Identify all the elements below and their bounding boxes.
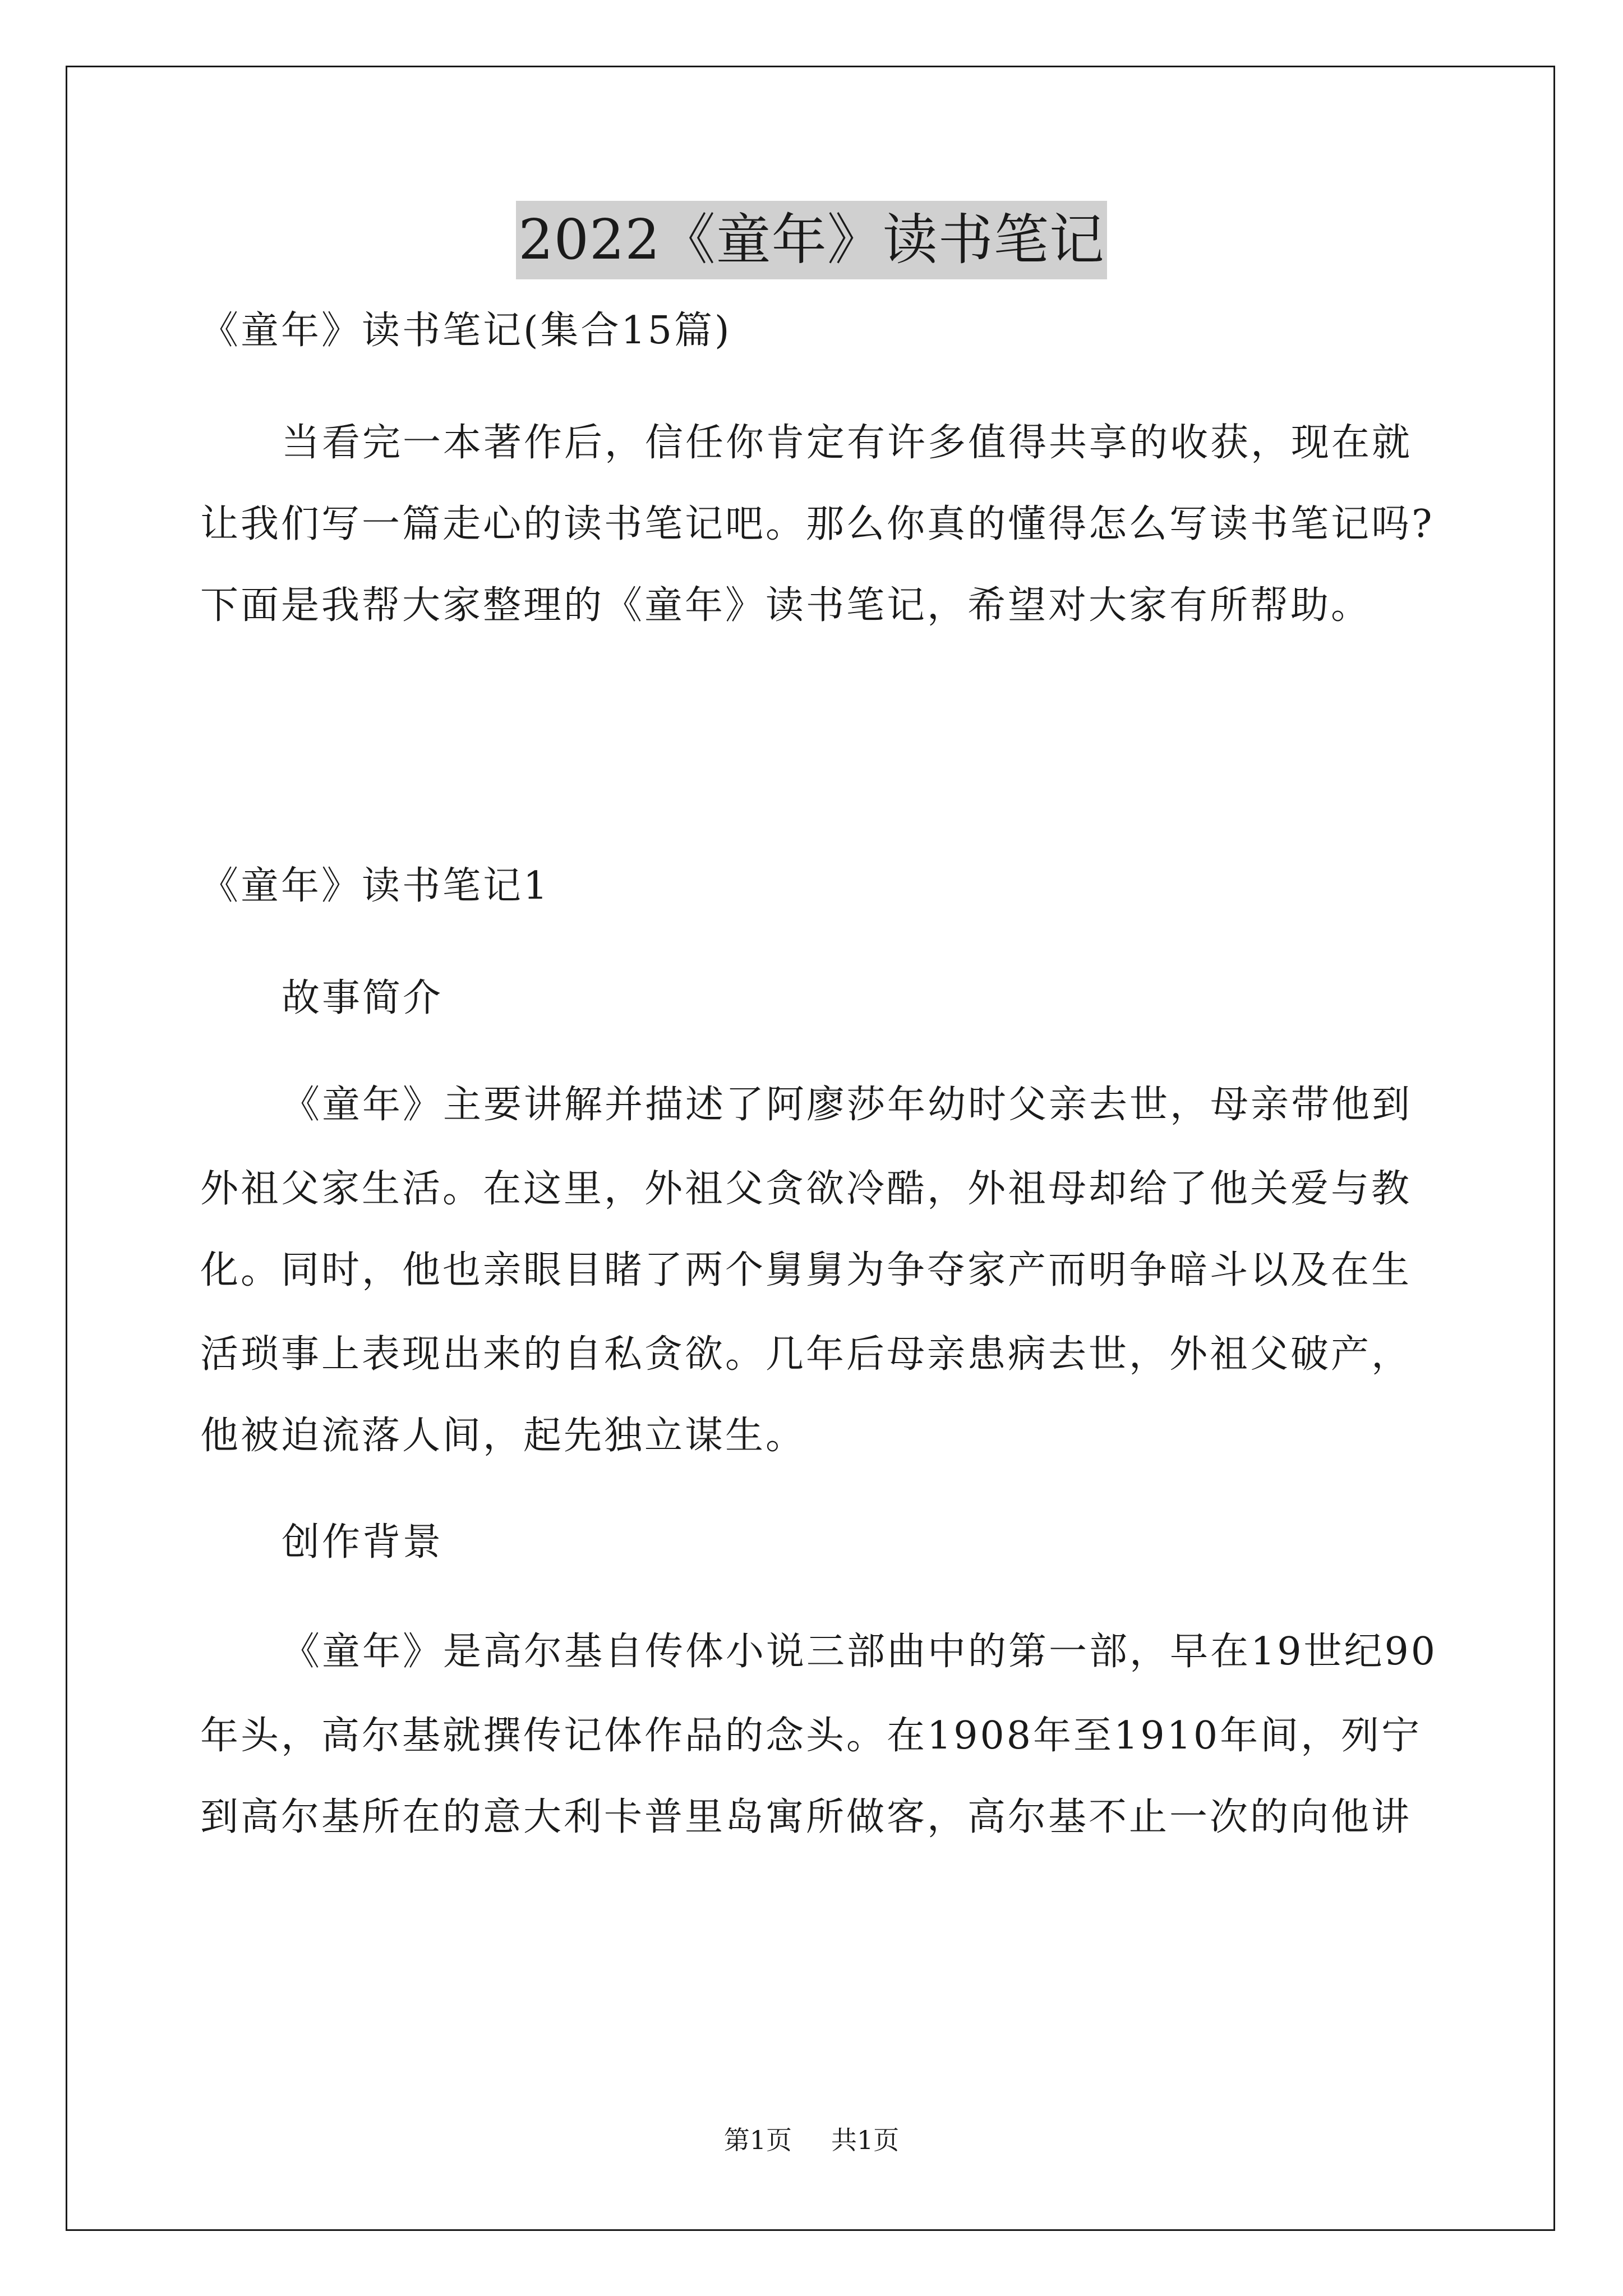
- page-footer: [0, 2123, 1623, 2157]
- document-title: 2022《童年》读书笔记: [516, 201, 1106, 279]
- background-line-3: 到高尔基所在的意大利卡普里岛寓所做客，高尔基不止一次的向他讲: [200, 1795, 1412, 1839]
- background-line-2: 年头，高尔基就撰传记体作品的念头。在1908年至1910年间，列宁: [200, 1714, 1422, 1758]
- background-heading: 创作背景: [282, 1520, 444, 1565]
- section-heading: 《童年》读书笔记1: [200, 864, 550, 908]
- background-line-1: 《童年》是高尔基自传体小说三部曲中的第一部，早在19世纪90: [282, 1630, 1438, 1674]
- intro-line-2: 让我们写一篇走心的读书笔记吧。那么你真的懂得怎么写读书笔记吗?: [200, 502, 1435, 546]
- story-line-2: 外祖父家生活。在这里，外祖父贪欲冷酷，外祖母却给了他关爱与教: [200, 1167, 1412, 1211]
- document-subtitle: 《童年》读书笔记(集合15篇): [200, 309, 732, 353]
- page-number: 第1页: [723, 2125, 792, 2155]
- title-container: [0, 201, 1623, 279]
- story-line-5: 他被迫流落人间，起先独立谋生。: [200, 1414, 806, 1458]
- intro-line-1: 当看完一本著作后，信任你肯定有许多值得共享的收获，现在就: [282, 421, 1413, 465]
- intro-line-3: 下面是我帮大家整理的《童年》读书笔记，希望对大家有所帮助。: [200, 583, 1372, 628]
- story-heading: 故事简介: [282, 976, 444, 1020]
- story-line-4: 活琐事上表现出来的自私贪欲。几年后母亲患病去世，外祖父破产，: [200, 1332, 1412, 1377]
- page-total: 共1页: [831, 2125, 900, 2155]
- story-line-1: 《童年》主要讲解并描述了阿廖莎年幼时父亲去世，母亲带他到: [282, 1083, 1413, 1127]
- page-border: [66, 66, 1555, 2231]
- story-line-3: 化。同时，他也亲眼目睹了两个舅舅为争夺家产而明争暗斗以及在生: [200, 1248, 1412, 1292]
